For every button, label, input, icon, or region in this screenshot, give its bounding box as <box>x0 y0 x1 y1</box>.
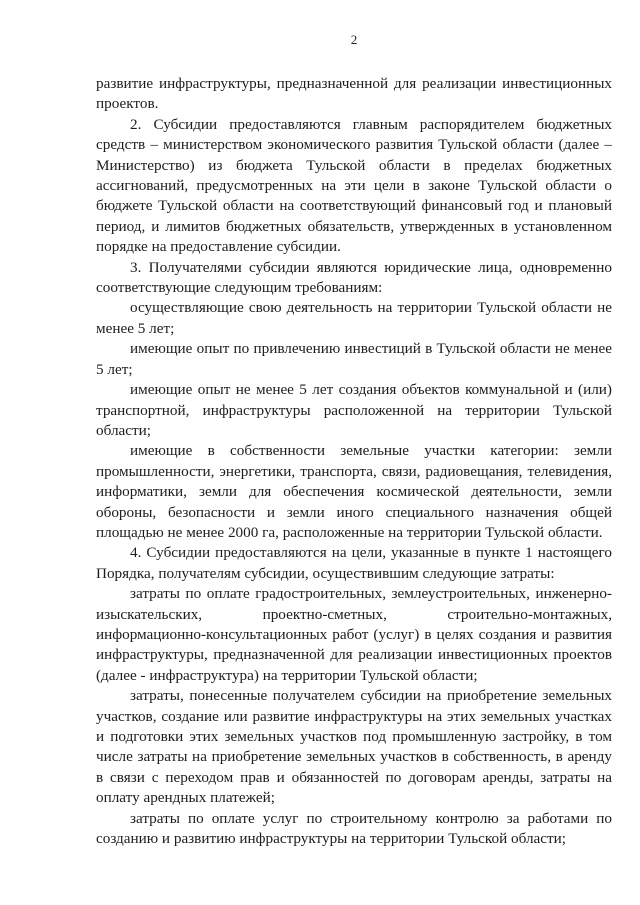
paragraph-7: имеющие в собственности земельные участки категории: земли промышленности, энергетики, транспорта, связи, радиовещания, телевидения, информатики, земли для обеспечения космической деятельности, земли обороны, безопасности и земли иного специального назначения общей площадью не менее 2000 га, расположенные на территории Тульской области. <box>96 442 612 541</box>
paragraph-8: 4. Субсидии предоставляются на цели, указанные в пункте 1 настоящего Порядка, получателям субсидии, осуществившим следующие затраты: <box>96 544 612 582</box>
paragraph-6: имеющие опыт не менее 5 лет создания объектов коммунальной и (или) транспортной, инфраструктуры расположенной на территории Тульской области; <box>96 381 612 439</box>
document-body <box>96 74 612 849</box>
paragraph-5: имеющие опыт по привлечению инвестиций в Тульской области не менее 5 лет; <box>96 340 612 378</box>
paragraph-9: затраты по оплате градостроительных, землеустроительных, инженерно-изыскательских, проектно-сметных, строительно-монтажных, информационно-консультационных работ (услуг) в целях создания и развития инфраструктуры, предназначенной для реализации инвестиционных проектов (далее - инфраструктура) на территории Тульской области; <box>96 585 612 684</box>
paragraph-11: затраты по оплате услуг по строительному контролю за работами по созданию и развитию инфраструктуры на территории Тульской области; <box>96 809 612 848</box>
paragraph-3: 3. Получателями субсидии являются юридические лица, одновременно соответствующие следующим требованиям: <box>96 258 612 297</box>
page-number: 2 <box>350 32 358 47</box>
paragraph-2: 2. Субсидии предоставляются главным распорядителем бюджетных средств – министерством экономического развития Тульской области (далее – Министерство) из бюджета Тульской области в пределах бюджетных ассигнований, предусмотренных на эти цели в законе Тульской области о бюджете Тульской области на соответствующий финансовый год и плановый период, и лимитов бюджетных обязательств, утвержденных в установленном порядке на предоставление субсидии. <box>96 115 612 256</box>
paragraph-10: затраты, понесенные получателем субсидии на приобретение земельных участков, создание или развитие инфраструктуры на этих земельных участках и подготовки этих земельных участков под промышленную застройку, в том числе затраты на приобретение земельных участков в собственность, в аренду в связи с переходом прав и обязанностей по договорам аренды, затраты на оплату арендных платежей; <box>96 687 612 807</box>
paragraph-1: развитие инфраструктуры, предназначенной для реализации инвестиционных проектов. <box>96 75 612 113</box>
paragraph-4: осуществляющие свою деятельность на территории Тульской области не менее 5 лет; <box>96 299 612 337</box>
